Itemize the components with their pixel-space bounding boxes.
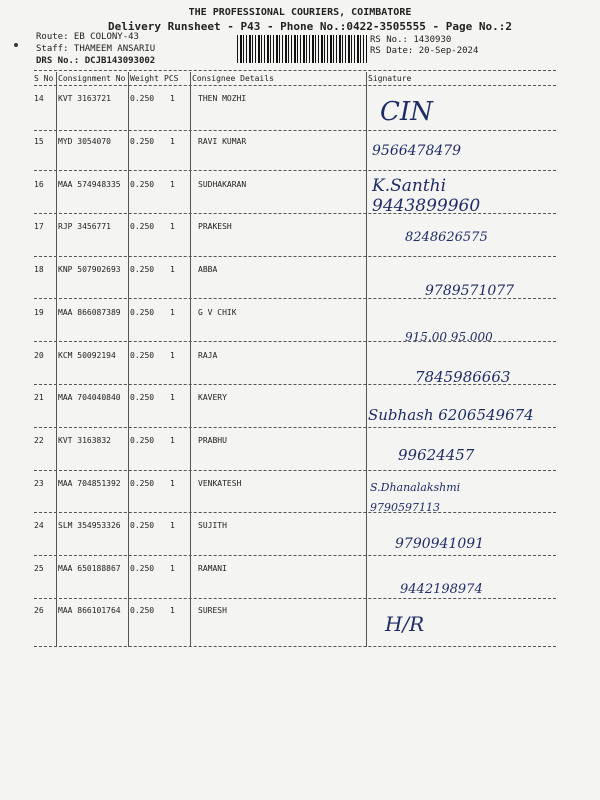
row-sno: 22 bbox=[34, 436, 44, 445]
row-consignment: KNP 507902693 bbox=[58, 265, 121, 274]
col-pcs: PCS bbox=[164, 74, 179, 83]
row-consignment: KVT 3163832 bbox=[58, 436, 111, 445]
header-bottom-rule bbox=[34, 85, 556, 86]
row-weight: 0.250 bbox=[130, 94, 155, 103]
row-weight: 0.250 bbox=[130, 606, 155, 615]
col-divider bbox=[190, 72, 191, 647]
row-consignment: RJP 3456771 bbox=[58, 222, 111, 231]
row-consignee: THEN MOZHI bbox=[198, 94, 247, 103]
row-consignee: SUJITH bbox=[198, 521, 227, 530]
row-consignee: RAJA bbox=[198, 351, 218, 360]
row-pcs: 1 bbox=[170, 137, 175, 146]
col-sno: S No bbox=[34, 74, 54, 83]
row-rule bbox=[34, 555, 556, 556]
row-rule bbox=[34, 646, 556, 647]
drs-label: DRS No.: DCJB143093002 bbox=[36, 56, 156, 66]
row-weight: 0.250 bbox=[130, 564, 155, 573]
row-pcs: 1 bbox=[170, 606, 175, 615]
row-rule bbox=[34, 341, 556, 342]
row-consignment: MAA 650188867 bbox=[58, 564, 121, 573]
row-signature: 99624457 bbox=[398, 446, 475, 464]
col-divider bbox=[56, 72, 57, 647]
row-sno: 23 bbox=[34, 479, 44, 488]
row-consignment: SLM 354953326 bbox=[58, 521, 121, 530]
col-consignment: Consignment No bbox=[58, 74, 126, 83]
row-consignee: KAVERY bbox=[198, 393, 227, 402]
row-weight: 0.250 bbox=[130, 393, 155, 402]
row-pcs: 1 bbox=[170, 521, 175, 530]
row-sno: 14 bbox=[34, 94, 44, 103]
row-sno: 19 bbox=[34, 308, 44, 317]
row-signature: H/R bbox=[385, 612, 425, 636]
rs-date: RS Date: 20-Sep-2024 bbox=[370, 46, 479, 56]
barcode bbox=[237, 35, 367, 63]
row-sno: 26 bbox=[34, 606, 44, 615]
row-pcs: 1 bbox=[170, 393, 175, 402]
row-signature: 9566478479 bbox=[372, 143, 462, 159]
row-rule bbox=[34, 130, 556, 131]
row-pcs: 1 bbox=[170, 351, 175, 360]
row-weight: 0.250 bbox=[130, 180, 155, 189]
row-consignment: MAA 704851392 bbox=[58, 479, 121, 488]
row-signature: 9790941091 bbox=[395, 536, 485, 552]
row-consignee: SUDHAKARAN bbox=[198, 180, 247, 189]
row-rule bbox=[34, 512, 556, 513]
row-consignment: KCM 50092194 bbox=[58, 351, 116, 360]
row-sno: 24 bbox=[34, 521, 44, 530]
row-rule bbox=[34, 470, 556, 471]
row-pcs: 1 bbox=[170, 180, 175, 189]
row-pcs: 1 bbox=[170, 94, 175, 103]
row-consignee: PRAKESH bbox=[198, 222, 232, 231]
row-weight: 0.250 bbox=[130, 479, 155, 488]
row-consignee: PRABHU bbox=[198, 436, 227, 445]
row-pcs: 1 bbox=[170, 308, 175, 317]
row-consignee: ABBA bbox=[198, 265, 218, 274]
row-signature: 9789571077 bbox=[425, 283, 515, 299]
row-consignment: MAA 704040840 bbox=[58, 393, 121, 402]
row-pcs: 1 bbox=[170, 436, 175, 445]
row-weight: 0.250 bbox=[130, 436, 155, 445]
punch-mark bbox=[14, 43, 18, 47]
row-consignment: MAA 574948335 bbox=[58, 180, 121, 189]
col-consignee: Consignee Details bbox=[192, 74, 274, 83]
row-weight: 0.250 bbox=[130, 521, 155, 530]
row-sno: 20 bbox=[34, 351, 44, 360]
row-weight: 0.250 bbox=[130, 265, 155, 274]
rs-info bbox=[370, 35, 478, 57]
col-divider bbox=[128, 72, 129, 647]
row-consignment: MYD 3054070 bbox=[58, 137, 111, 146]
row-signature: S.Dhanalakshmi 9790597113 bbox=[370, 481, 461, 514]
row-consignee: VENKATESH bbox=[198, 479, 242, 488]
row-consignee: G V CHIK bbox=[198, 308, 237, 317]
row-signature: CIN bbox=[380, 97, 433, 127]
row-rule bbox=[34, 256, 556, 257]
row-rule bbox=[34, 427, 556, 428]
row-signature: 7845986663 bbox=[415, 368, 511, 386]
col-signature: Signature bbox=[368, 74, 412, 83]
row-pcs: 1 bbox=[170, 564, 175, 573]
row-consignment: MAA 866101764 bbox=[58, 606, 121, 615]
staff-label: Staff: THAMEEM ANSARIU bbox=[36, 44, 156, 54]
row-consignee: SURESH bbox=[198, 606, 227, 615]
row-weight: 0.250 bbox=[130, 137, 155, 146]
row-rule bbox=[34, 170, 556, 171]
row-rule bbox=[34, 298, 556, 299]
row-signature: K.Santhi 9443899960 bbox=[372, 176, 481, 216]
runsheet-title: Delivery Runsheet - P43 - Phone No.:0422-3505555 - Page No.:2 bbox=[108, 20, 512, 33]
row-sno: 18 bbox=[34, 265, 44, 274]
col-weight: Weight bbox=[130, 74, 159, 83]
row-consignment: MAA 866087389 bbox=[58, 308, 121, 317]
route-label: Route: EB COLONY-43 bbox=[36, 32, 139, 42]
row-signature: Subhash 6206549674 bbox=[368, 406, 534, 424]
col-divider bbox=[366, 72, 367, 647]
row-weight: 0.250 bbox=[130, 222, 155, 231]
row-rule bbox=[34, 384, 556, 385]
row-consignee: RAVI KUMAR bbox=[198, 137, 247, 146]
company-title: THE PROFESSIONAL COURIERS, COIMBATORE bbox=[188, 7, 412, 18]
row-weight: 0.250 bbox=[130, 308, 155, 317]
row-signature: 8248626575 bbox=[405, 230, 488, 245]
row-signature: 915.00 95.000 bbox=[405, 330, 493, 344]
row-weight: 0.250 bbox=[130, 351, 155, 360]
rs-number: RS No.: 1430930 bbox=[370, 35, 452, 45]
row-sno: 21 bbox=[34, 393, 44, 402]
row-rule bbox=[34, 213, 556, 214]
row-rule bbox=[34, 598, 556, 599]
row-consignment: KVT 3163721 bbox=[58, 94, 111, 103]
row-sno: 25 bbox=[34, 564, 44, 573]
header-top-rule bbox=[34, 70, 556, 71]
row-sno: 15 bbox=[34, 137, 44, 146]
row-pcs: 1 bbox=[170, 265, 175, 274]
row-consignee: RAMANI bbox=[198, 564, 227, 573]
row-sno: 16 bbox=[34, 180, 44, 189]
row-pcs: 1 bbox=[170, 222, 175, 231]
row-pcs: 1 bbox=[170, 479, 175, 488]
row-sno: 17 bbox=[34, 222, 44, 231]
row-signature: 9442198974 bbox=[400, 582, 483, 597]
